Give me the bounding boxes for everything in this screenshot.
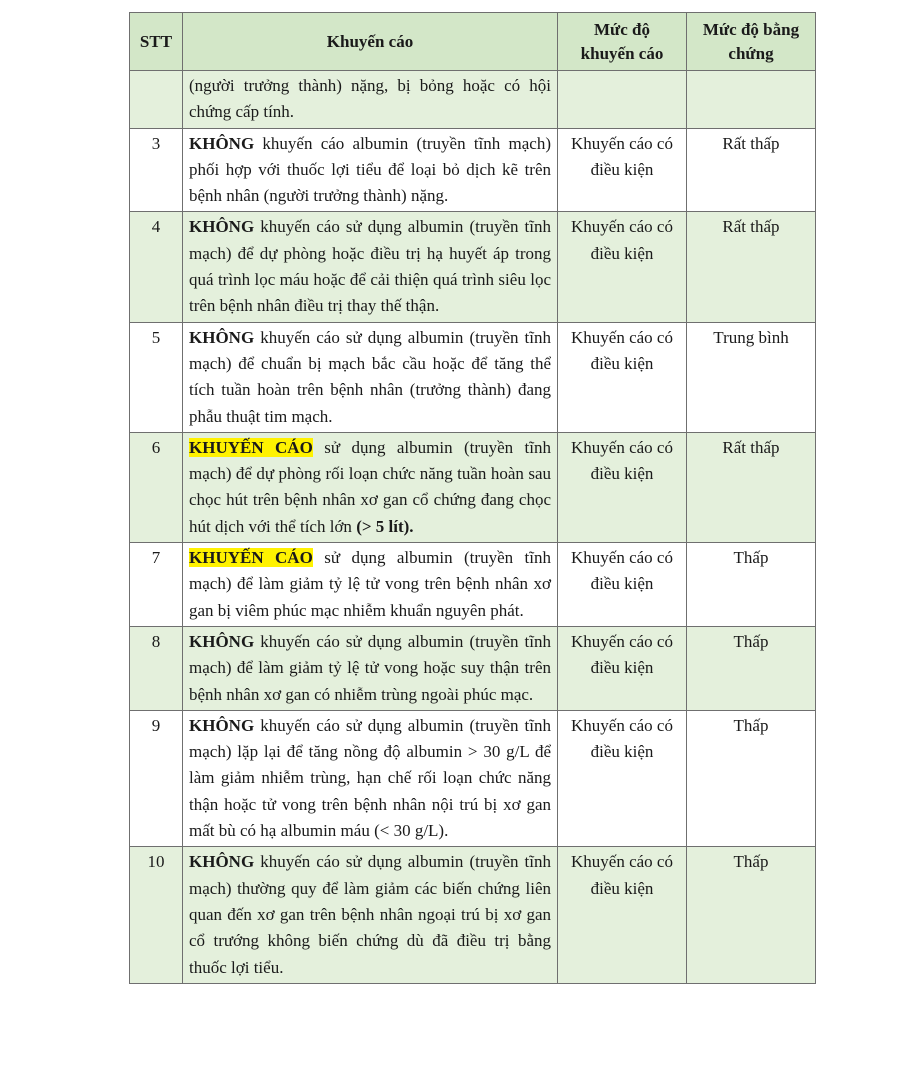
row-level: Khuyến cáo có điều kiện [558,432,687,542]
recommendation-keyword: KHUYẾN CÁO [189,437,313,457]
row-stt: 10 [130,847,183,983]
recommendation-keyword: KHÔNG [189,133,255,153]
row-stt: 6 [130,432,183,542]
recommendation-keyword: KHÔNG [189,631,255,651]
row-level: Khuyến cáo có điều kiện [558,626,687,710]
row-evidence: Trung bình [687,322,816,432]
recommendation-table [129,12,816,984]
header-evidence-line2: chứng [728,43,774,63]
row-recommendation [183,128,558,212]
recommendation-text: khuyến cáo sử dụng albumin (truyền tĩnh mạch) thường quy để làm giảm các biến chứng liên quan đến xơ gan trên bệnh nhân ngoại trú bị xơ gan cổ trướng không biến chứng dù đã điều trị bằng thuốc lợi tiểu. [189,852,551,977]
row-stt: 8 [130,626,183,710]
header-evidence-line1: Mức độ bằng [702,19,800,39]
continuation-text: (người trưởng thành) nặng, bị bỏng hoặc có hội chứng cấp tính. [183,71,558,129]
table-row [130,847,816,983]
table-row [130,128,816,212]
recommendation-keyword: KHÔNG [189,327,255,347]
row-stt: 7 [130,543,183,627]
row-level: Khuyến cáo có điều kiện [558,322,687,432]
row-evidence: Rất thấp [687,432,816,542]
row-evidence: Rất thấp [687,212,816,322]
row-stt: 9 [130,710,183,846]
row-level: Khuyến cáo có điều kiện [558,710,687,846]
table-row [130,710,816,846]
table-row [130,212,816,322]
header-level-line1: Mức độ [594,19,650,39]
header-evidence [687,13,816,71]
header-recommendation: Khuyến cáo [183,13,558,71]
header-level-line2: khuyến cáo [580,43,664,63]
row-recommendation [183,212,558,322]
continuation-level-cell [558,71,687,129]
row-evidence: Rất thấp [687,128,816,212]
table-row [130,543,816,627]
header-stt: STT [130,13,183,71]
recommendation-text: khuyến cáo sử dụng albumin (truyền tĩnh mạch) để chuẩn bị mạch bắc cầu hoặc để tăng thể tích tuần hoàn trên bệnh nhân (trưởng thành) đang phẫu thuật tim mạch. [189,327,551,426]
row-stt: 4 [130,212,183,322]
row-evidence: Thấp [687,626,816,710]
table-row [130,322,816,432]
recommendation-text: sử dụng albumin (truyền tĩnh mạch) để dự phòng rối loạn chức năng tuần hoàn sau chọc hút trên bệnh nhân xơ gan cổ chứng đang chọc hút dịch với thể tích lớn [189,437,551,536]
recommendation-text: khuyến cáo sử dụng albumin (truyền tĩnh mạch) để làm giảm tỷ lệ tử vong hoặc suy thận trên bệnh nhân xơ gan có nhiễm trùng ngoài phúc mạc. [189,631,551,704]
table-row [130,432,816,542]
row-recommendation [183,322,558,432]
row-recommendation [183,626,558,710]
header-row [130,13,816,71]
recommendation-tail: (> 5 lít). [356,516,414,536]
recommendation-keyword: KHÔNG [189,715,255,735]
row-level: Khuyến cáo có điều kiện [558,212,687,322]
header-level [558,13,687,71]
continuation-stt-cell [130,71,183,129]
row-recommendation [183,432,558,542]
table-row [130,626,816,710]
row-evidence: Thấp [687,543,816,627]
row-recommendation [183,710,558,846]
row-evidence: Thấp [687,710,816,846]
row-level: Khuyến cáo có điều kiện [558,543,687,627]
recommendation-keyword: KHUYẾN CÁO [189,548,313,568]
recommendation-keyword: KHÔNG [189,217,255,237]
row-evidence: Thấp [687,847,816,983]
row-recommendation [183,847,558,983]
row-stt: 3 [130,128,183,212]
continuation-evidence-cell [687,71,816,129]
recommendation-text: khuyến cáo albumin (truyền tĩnh mạch) phối hợp với thuốc lợi tiểu để loại bỏ dịch kẽ trên bệnh nhân (người trưởng thành) nặng. [189,133,551,206]
row-level: Khuyến cáo có điều kiện [558,847,687,983]
continuation-row [130,71,816,129]
table-body [130,71,816,984]
recommendation-keyword: KHÔNG [189,852,255,872]
row-stt: 5 [130,322,183,432]
recommendation-text: khuyến cáo sử dụng albumin (truyền tĩnh mạch) lặp lại để tăng nồng độ albumin > 30 g/L để làm giảm nhiễm trùng, hạn chế rối loạn chức năng thận hoặc tử vong trên bệnh nhân nội trú bị xơ gan mất bù có hạ albumin máu (< 30 g/L). [189,715,551,841]
row-level: Khuyến cáo có điều kiện [558,128,687,212]
row-recommendation [183,543,558,627]
recommendation-text: khuyến cáo sử dụng albumin (truyền tĩnh mạch) để dự phòng hoặc điều trị hạ huyết áp trong quá trình lọc máu hoặc để cải thiện quá trình siêu lọc trên bệnh nhân điều trị thay thế thận. [189,217,551,316]
recommendation-text: sử dụng albumin (truyền tĩnh mạch) để làm giảm tỷ lệ tử vong trên bệnh nhân xơ gan bị viêm phúc mạc nhiễm khuẩn nguyên phát. [189,548,551,620]
